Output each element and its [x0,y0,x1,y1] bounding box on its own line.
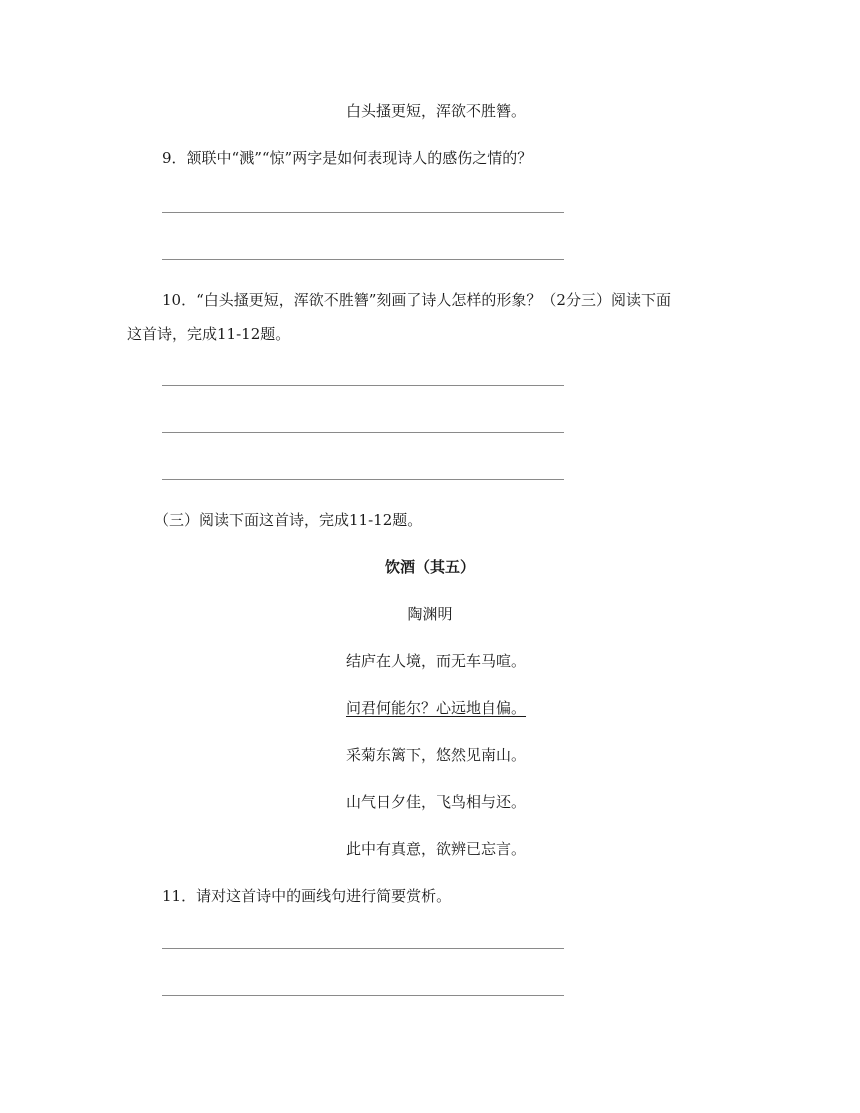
answer-line [162,479,564,480]
answer-line [162,385,564,386]
answer-line [162,212,564,213]
answer-line [162,259,564,260]
poem-author: 陶渊明 [407,605,453,623]
poem-line: 结庐在人境，而无车马喧。 [346,652,527,670]
section-3-intro: （三）阅读下面这首诗，完成11-12题。 [154,511,423,529]
question-10-line1: 10．“白头搔更短，浑欲不胜簪”刻画了诗人怎样的形象？（2分三）阅读下面 [162,291,671,309]
poem-line-top: 白头搔更短，浑欲不胜簪。 [346,102,527,120]
poem-line: 山气日夕佳，飞鸟相与还。 [346,793,527,811]
question-10-line2: 这首诗，完成11-12题。 [127,325,291,343]
answer-line [162,948,564,949]
question-9: 9．颔联中“溅”“惊”两字是如何表现诗人的感伤之情的？ [162,149,533,167]
answer-line [162,432,564,433]
question-11: 11．请对这首诗中的画线句进行简要赏析。 [162,887,452,905]
poem-line: 此中有真意，欲辨已忘言。 [346,840,527,858]
poem-line: 采菊东篱下，悠然见南山。 [346,746,527,764]
poem-line-underlined: 问君何能尔？心远地自偏。 [346,699,527,717]
answer-line [162,995,564,996]
poem-title: 饮酒（其五） [384,558,475,576]
